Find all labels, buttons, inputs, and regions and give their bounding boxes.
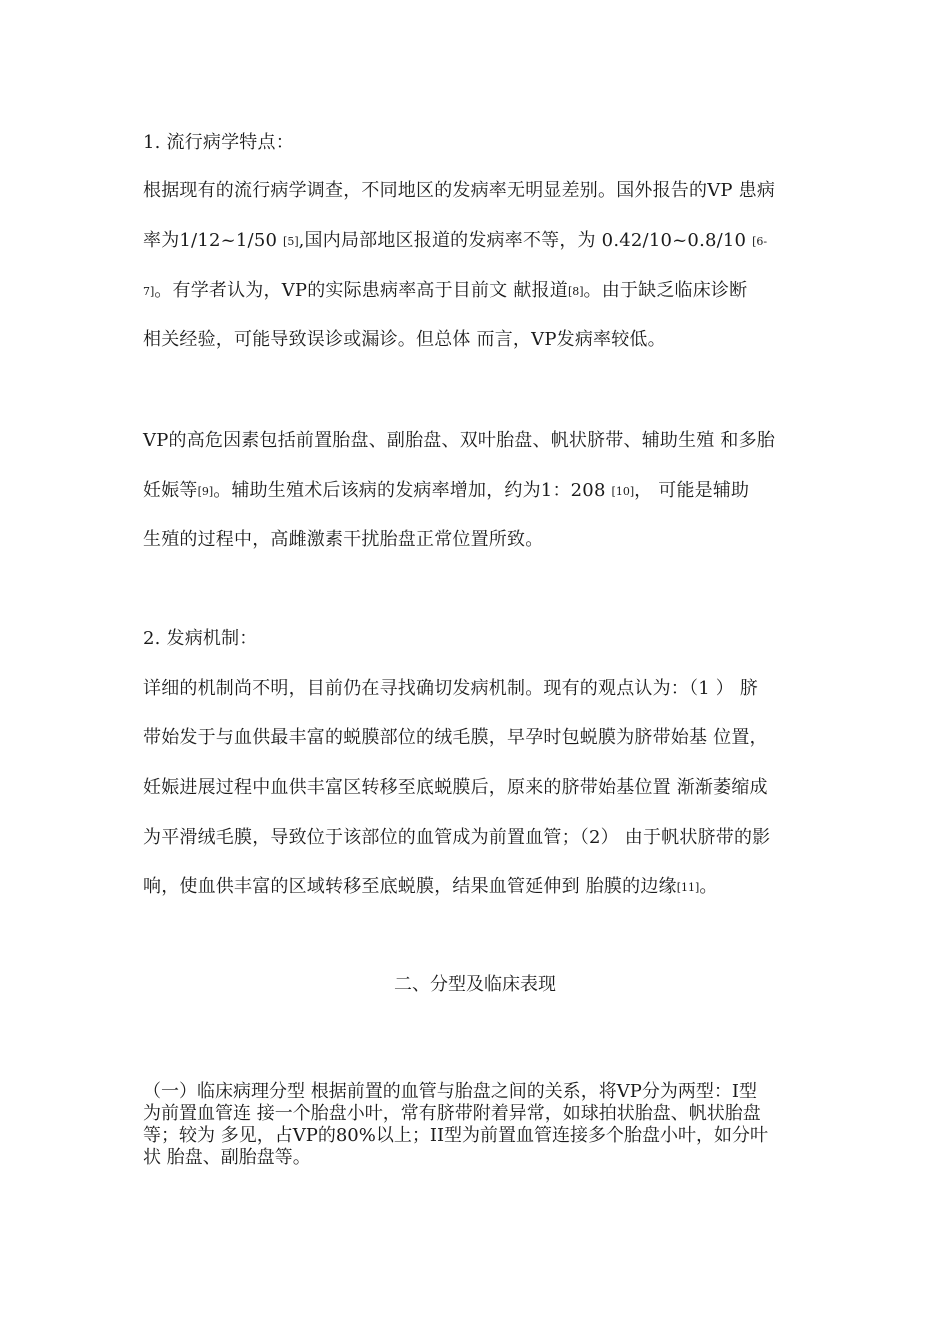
paragraph-line [143,875,823,900]
paragraph-line [143,229,823,254]
paragraph-line: 生殖的过程中，高雌激素干扰胎盘正常位置所致。 [143,529,544,550]
text-run: ， 可能是辅助 [634,480,750,501]
paragraph-line: 详细的机制尚不明，目前仍在寻找确切发病机制。现有的观点认为：（1 ） 脐 [143,678,759,699]
paragraph-line: 状 胎盘、副胎盘等。 [143,1147,311,1168]
text-run: 。由于缺乏临床诊断 [583,280,748,301]
paragraph-line: 带始发于与血供最丰富的蜕膜部位的绒毛膜，早孕时包蜕膜为脐带始基 位置， [143,727,768,748]
text-run: ,国内局部地区报道的发病率不等，为 0.42/10~0.8/10 [298,230,753,251]
chapter-heading: 二、分型及临床表现 [394,974,556,995]
paragraph-line: VP的高危因素包括前置胎盘、副胎盘、双叶胎盘、帆状脐带、辅助生殖 和多胎 [143,430,776,451]
text-run: 率为1/12~1/50 [143,230,284,251]
section-heading-epidemiology: 1. 流行病学特点： [143,132,294,153]
paragraph-line: 为平滑绒毛膜，导致位于该部位的血管成为前置血管；（2） 由于帆状脐带的影 [143,827,771,848]
paragraph-line: 为前置血管连 接一个胎盘小叶，常有脐带附着异常，如球拍状胎盘、帆状胎盘 [143,1103,761,1124]
citation-ref: [9] [197,485,214,498]
text-run: 响，使血供丰富的区域转移至底蜕膜，结果血管延伸到 胎膜的边缘 [143,876,677,897]
paragraph-line: 等；较为 多见，占VP的80%以上；II型为前置血管连接多个胎盘小叶，如分叶 [143,1125,769,1146]
text-run: 妊娠等 [143,480,198,501]
paragraph-line [143,479,823,504]
paragraph-line: 妊娠进展过程中血供丰富区转移至底蜕膜后，原来的脐带始基位置 渐渐萎缩成 [143,777,768,798]
text-run: 。辅助生殖术后该病的发病率增加，约为1：208 [213,480,612,501]
citation-ref: [5] [283,235,299,248]
paragraph-line: 相关经验，可能导致误诊或漏诊。但总体 而言，VP发病率较低。 [143,329,666,350]
text-run: 。有学者认为，VP的实际患病率高于目前文 献报道 [154,280,568,301]
paragraph-line [143,279,823,304]
citation-ref: [6- [752,235,768,248]
citation-ref: 7] [143,285,155,298]
paragraph-line: （一）临床病理分型 根据前置的血管与胎盘之间的关系，将VP分为两型：I型 [143,1081,757,1102]
text-run: 。 [699,876,718,897]
paragraph-line: 根据现有的流行病学调查，不同地区的发病率无明显差别。国外报告的VP 患病 [143,180,776,201]
citation-ref: [10] [611,485,635,498]
section-heading-pathogenesis: 2. 发病机制： [143,628,258,649]
citation-ref: [8] [567,285,584,298]
citation-ref: [11] [676,881,700,894]
